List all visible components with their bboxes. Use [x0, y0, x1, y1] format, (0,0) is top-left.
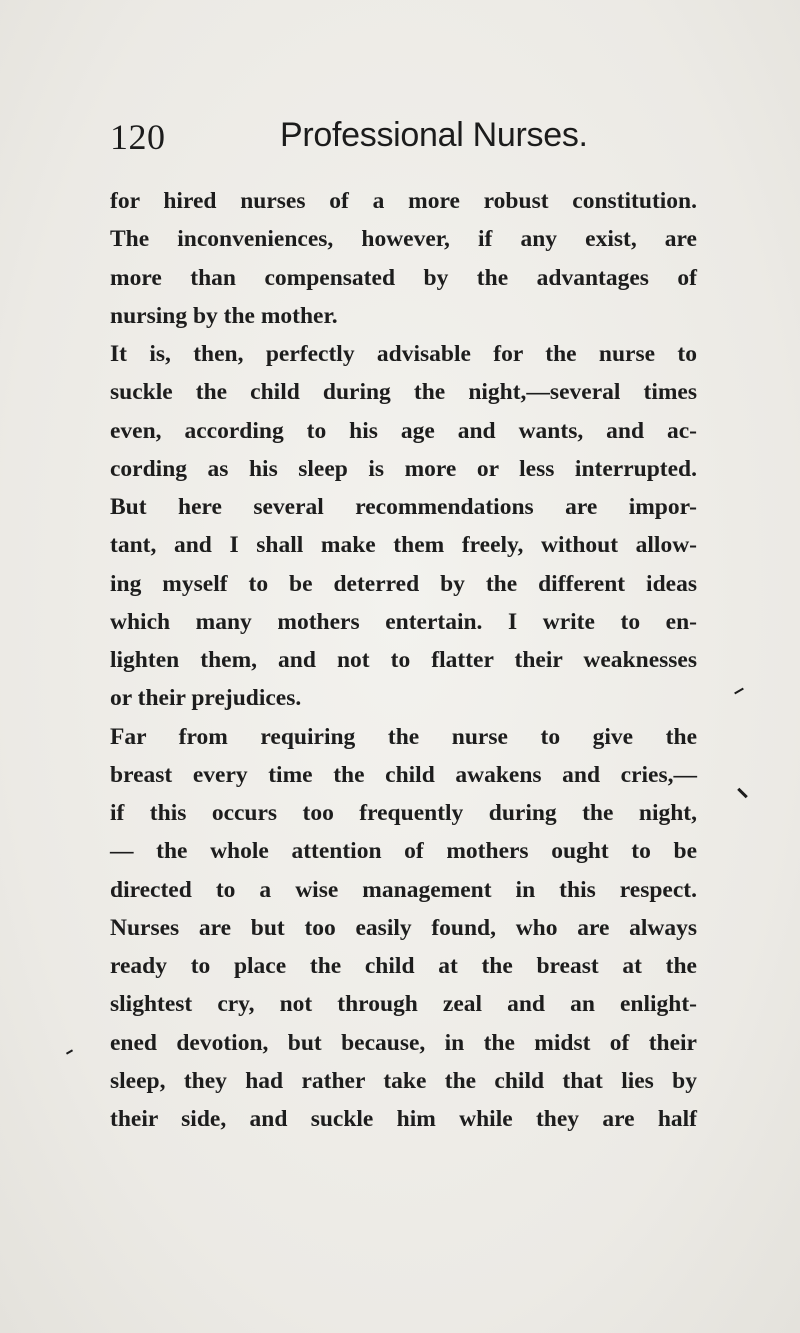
text-line: lighten them, and not to flatter their weaknesses [110, 647, 697, 673]
text-line: if this occurs too frequently during the night, [110, 800, 697, 826]
running-title: Professional Nurses. [280, 116, 588, 154]
text-line: directed to a wise management in this respect. [110, 876, 697, 903]
text-line: The inconveniences, however, if any exist, are [110, 226, 697, 253]
text-line: cording as his sleep is more or less interrupted. [110, 455, 697, 482]
margin-mark [737, 788, 748, 799]
text-line: It is, then, perfectly advisable for the nurse to [110, 341, 697, 367]
text-line: Nurses are but too easily found, who are always [110, 914, 697, 941]
text-line: tant, and I shall make them freely, without allow- [110, 532, 697, 559]
text-line: breast every time the child awakens and cries,— [110, 761, 697, 788]
text-line: more than compensated by the advantages of [110, 264, 697, 291]
text-line: ready to place the child at the breast at the [110, 953, 697, 979]
margin-mark [734, 688, 744, 695]
page-header [110, 116, 690, 166]
text-line: ened devotion, but because, in the midst of their [110, 1029, 697, 1056]
text-line: But here several recommendations are impor- [110, 494, 697, 520]
page-number: 120 [110, 117, 166, 157]
text-line: or their prejudices. [110, 685, 302, 712]
text-line: for hired nurses of a more robust constitution. [110, 188, 697, 214]
text-line: slightest cry, not through zeal and an enlight- [110, 991, 697, 1018]
text-line: — the whole attention of mothers ought to be [110, 838, 697, 865]
margin-mark [66, 1049, 73, 1054]
text-line: ing myself to be deterred by the different ideas [110, 570, 697, 597]
text-line: nursing by the mother. [110, 302, 338, 329]
text-line: Far from requiring the nurse to give the [110, 723, 697, 750]
text-line: which many mothers entertain. I write to en- [110, 608, 697, 635]
text-line: even, according to his age and wants, and ac- [110, 417, 697, 444]
text-line: sleep, they had rather take the child that lies by [110, 1067, 697, 1094]
body-text [110, 182, 697, 1138]
text-line: suckle the child during the night,—several times [110, 379, 697, 406]
text-line: their side, and suckle him while they are half [110, 1106, 697, 1132]
